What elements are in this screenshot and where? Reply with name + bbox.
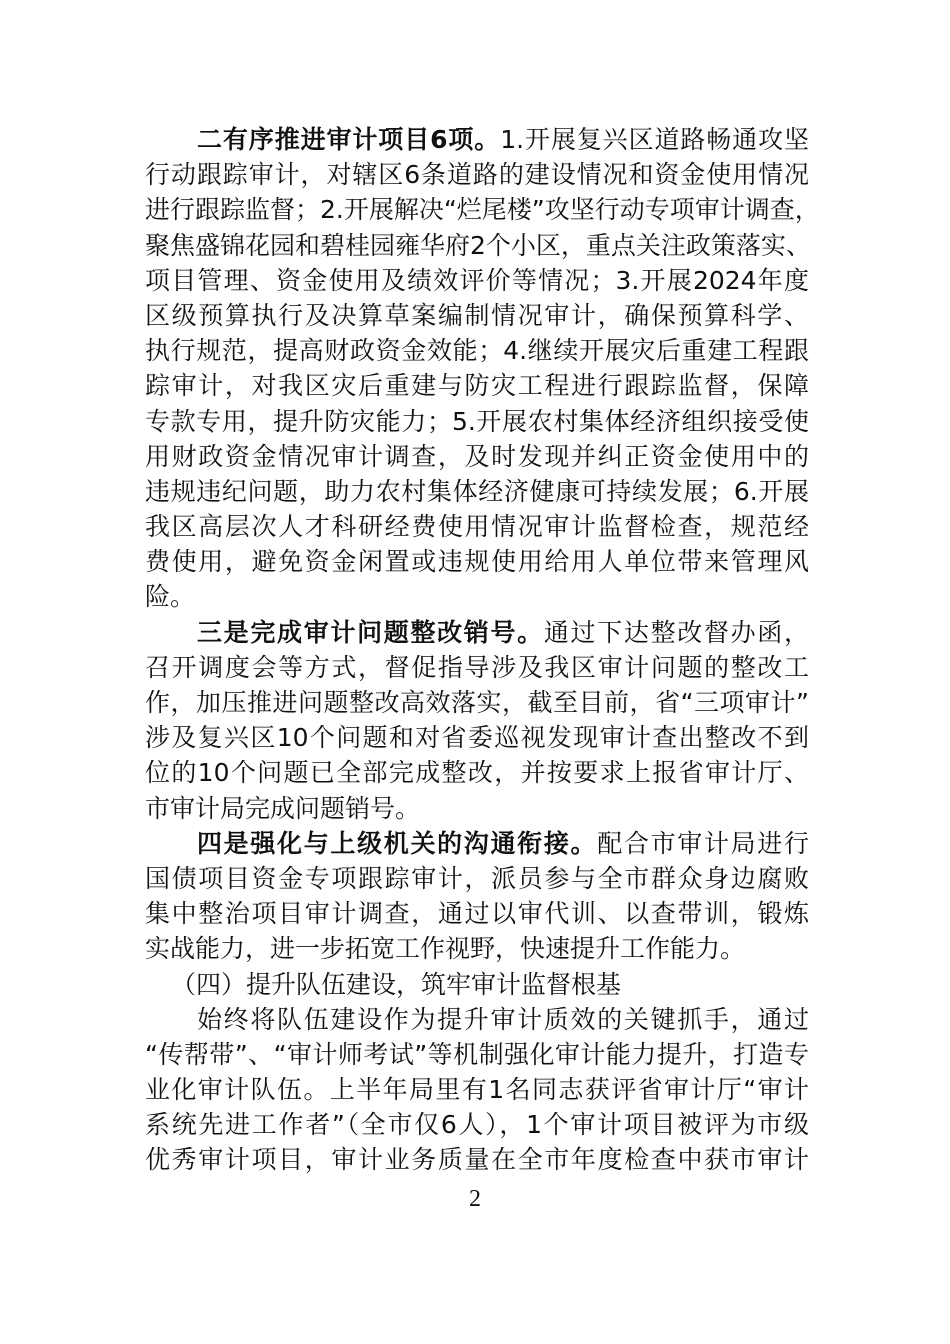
- paragraph-audit-projects: [145, 122, 820, 615]
- text-line: 执行规范，提高财政资金效能；4.继续开展灾后重建工程跟: [145, 336, 809, 366]
- paragraph-team-building: [145, 1002, 809, 1178]
- document-page: [145, 122, 820, 1178]
- text-line: 优秀审计项目，审计业务质量在全市年度检查中获市审计: [145, 1145, 809, 1175]
- text-line: 项目管理、资金使用及绩效评价等情况；3.开展2024年度: [145, 265, 809, 295]
- text-line: 二有序推进审计项目6项。1.开展复兴区道路畅通攻坚: [197, 125, 809, 154]
- text-line: 召开调度会等方式，督促指导涉及我区审计问题的整改工: [145, 652, 809, 682]
- text-line: 业化审计队伍。上半年局里有1名同志获评省审计厅“审计: [145, 1075, 809, 1105]
- paragraph-lead-bold: 二有序推进审计项目6项。: [197, 125, 501, 154]
- text-line: 市审计局完成问题销号。: [145, 793, 421, 823]
- paragraph-coordination: [145, 826, 809, 967]
- text-line: 聚焦盛锦花园和碧桂园雍华府2个小区，重点关注政策落实、: [145, 230, 811, 260]
- text-line: 用财政资金情况审计调查，及时发现并纠正资金使用中的: [145, 441, 809, 471]
- text-line: 集中整治项目审计调查，通过以审代训、以查带训，锻炼: [145, 899, 809, 929]
- paragraph-lead-bold: 三是完成审计问题整改销号。: [197, 617, 544, 647]
- text-line: 实战能力，进一步拓宽工作视野，快速提升工作能力。: [145, 934, 746, 964]
- section-heading: （四）提升队伍建设，筑牢审计监督根基: [171, 969, 622, 999]
- text-line: 我区高层次人才科研经费使用情况审计监督检查，规范经: [145, 512, 809, 542]
- text-line: 始终将队伍建设作为提升审计质效的关键抓手，通过: [197, 1004, 809, 1034]
- text-line: 三是完成审计问题整改销号。通过下达整改督办函，: [197, 617, 809, 647]
- text-line: 专款专用，提升防灾能力；5.开展农村集体经济组织接受使: [145, 406, 809, 436]
- text-line: “传帮带”、“审计师考试”等机制强化审计能力提升，打造专: [145, 1039, 809, 1069]
- text-line: 四是强化与上级机关的沟通衔接。配合市审计局进行: [197, 828, 809, 858]
- text-line: 作，加压推进问题整改高效落实，截至目前，省“三项审计”: [145, 688, 809, 717]
- text-line: 系统先进工作者”（全市仅6人），1个审计项目被评为市级: [145, 1110, 809, 1140]
- text-line: 违规违纪问题，助力农村集体经济健康可持续发展；6.开展: [145, 476, 809, 506]
- text-line: 行动跟踪审计，对辖区6条道路的建设情况和资金使用情况: [145, 160, 809, 190]
- text-line: 险。: [145, 582, 196, 612]
- text-line: 位的10个问题已全部完成整改，并按要求上报省审计厅、: [145, 758, 809, 788]
- text-line: 费使用，避免资金闲置或违规使用给用人单位带来管理风: [145, 547, 809, 577]
- paragraph-rectification: [145, 615, 809, 826]
- paragraph-lead-bold: 四是强化与上级机关的沟通衔接。: [197, 828, 598, 858]
- text-line: 涉及复兴区10个问题和对省委巡视发现审计查出整改不到: [145, 723, 809, 753]
- text-line: 进行跟踪监督；2.开展解决“烂尾楼”攻坚行动专项审计调查，: [145, 195, 820, 225]
- page-number: 2: [469, 1186, 481, 1212]
- text-line: 区级预算执行及决算草案编制情况审计，确保预算科学、: [145, 300, 809, 330]
- text-line: 国债项目资金专项跟踪审计，派员参与全市群众身边腐败: [145, 863, 809, 893]
- text-line: 踪审计，对我区灾后重建与防灾工程进行跟踪监督，保障: [145, 371, 809, 401]
